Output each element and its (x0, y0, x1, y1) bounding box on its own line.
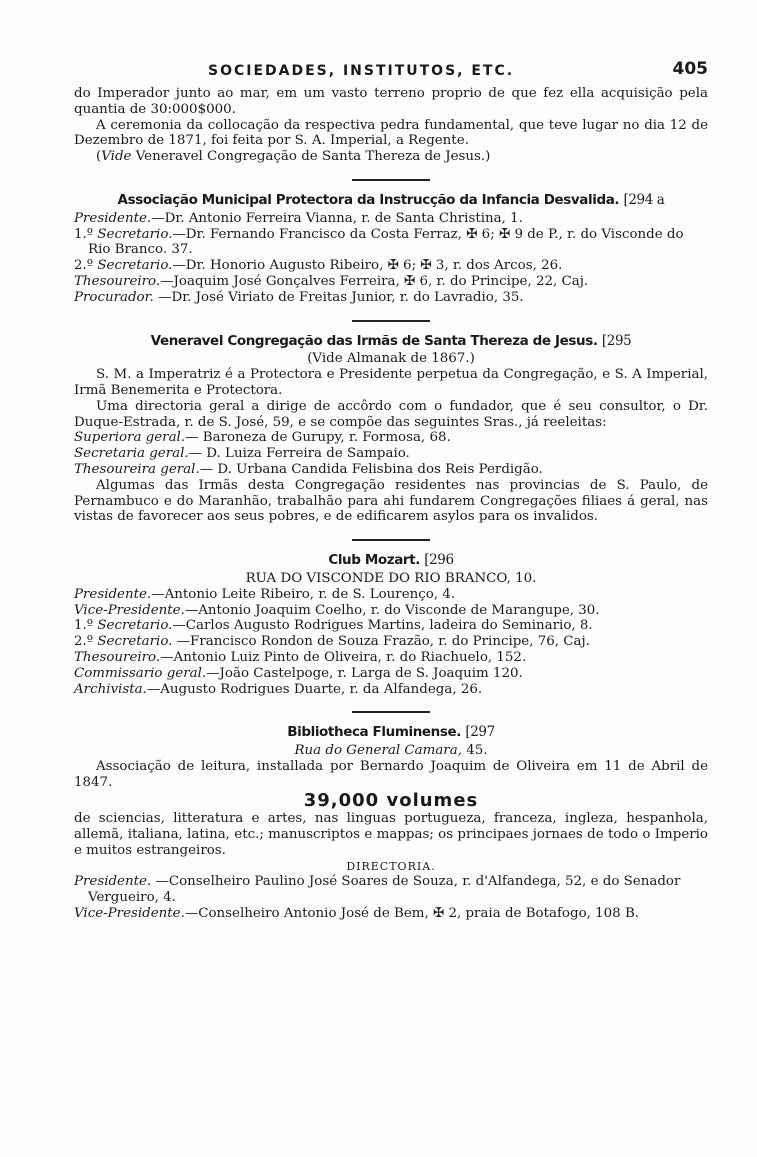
intro-vide: Vide (101, 149, 132, 165)
paragraph: Uma directoria geral a dirige de accôrdo com o fundador, que é seu consultor, o Dr. Duque-Estrada, r. de S. José, 59, e se compõe das seguintes Sras., já reeleitas: (74, 398, 708, 430)
intro-paragraph-2: A ceremonia da collocação da respectiva pedra fundamental, que teve lugar no dia 12 de Dezembro de 1871, foi feita por S. A. Imperial, a Regente. (74, 117, 708, 149)
entry-text: —Francisco Rondon de Souza Frazão, r. do Principe, 76, Caj. (172, 634, 590, 650)
paragraph: Algumas das Irmãs desta Congregação residentes nas provincias de S. Paulo, de Pernambuco e do Maranhão, trabalhão para ahi fundarem Congregações filiaes á geral, nas vistas de favorecer aos seus pobres, e de edificarem asylos para os invalidos. (74, 477, 708, 525)
entry-text: — Baroneza de Gurupy, r. Formosa, 68. (185, 430, 451, 446)
section-subtitle: (Vide Almanak de 1867.) (307, 351, 475, 367)
paragraph: S. M. a Imperatriz é a Protectora e Presidente perpetua da Congregação, e S. A Imperial, Irmã Benemerita e Protectora. (74, 367, 708, 398)
entry-row (74, 650, 708, 666)
directoria-heading: DIRECTORIA. (346, 859, 436, 873)
section-number: [295 (601, 332, 632, 349)
section-assoc (74, 193, 708, 306)
paragraph: Associação de leitura, installada por Bernardo Joaquim de Oliveira em 11 de Abril de 1847. (74, 758, 708, 790)
entry-role: Presidente. (74, 586, 152, 602)
entry-text: —Dr. Fernando Francisco da Costa Ferraz, ✠ 6; ✠ 9 de P., r. do Visconde do Rio Branco. 37. (88, 226, 684, 258)
section-subtitle: RUA DO VISCONDE DO RIO BRANCO, 10. (245, 570, 537, 586)
entry-role: Secretaria geral. (74, 446, 189, 462)
entry-row (74, 274, 708, 290)
entry-role: Presidente. (74, 874, 152, 890)
entry-text: —Antonio Leite Ribeiro, r. de S. Lourenço, 4. (151, 586, 456, 602)
entry-text: — D. Luiza Ferreira de Sampaio. (188, 446, 410, 462)
running-header (74, 60, 708, 86)
paragraph: de sciencias, litteratura e artes, nas linguas portugueza, franceza, ingleza, hespanhola, allemã, italiana, latina, etc.; manuscriptos e mappas; os principaes jornaes de todo o Imperio e muitos estrangeiros. (74, 811, 708, 858)
entry-text: —Dr. Honorio Augusto Ribeiro, ✠ 6; ✠ 3, r. dos Arcos, 26. (172, 258, 563, 274)
entry-text: —Dr. Antonio Ferreira Vianna, r. de Santa Christina, 1. (151, 210, 523, 226)
entry-text: —Conselheiro Paulino José Soares de Souza, r. d'Alfandega, 52, e do Senador Vergueiro, 4. (88, 874, 681, 906)
section-number: [297 (465, 724, 495, 741)
entry-row (74, 666, 708, 682)
section-congregacao (74, 334, 708, 526)
entry-role: Presidente. (74, 210, 152, 226)
entry-text: —Antonio Joaquim Coelho, r. do Visconde de Marangupe, 30. (184, 602, 600, 618)
running-title: SOCIEDADES, INSTITUTOS, ETC. (208, 63, 515, 79)
entry-role: Secretario. (97, 634, 173, 650)
section-number: [294 a (623, 191, 665, 208)
page (74, 60, 708, 922)
entry-role: Vice-Presidente. (74, 906, 185, 922)
section-club (74, 553, 708, 697)
entry-row (74, 587, 708, 603)
intro-paragraph-3: (Vide Veneravel Congregação de Santa Thereza de Jesus.) (96, 149, 491, 165)
section-title: Veneravel Congregação das Irmãs de Santa Thereza de Jesus. [295 (150, 332, 632, 349)
section-subtitle: Rua do General Camara, 45. (294, 743, 488, 759)
entry-row (74, 430, 708, 446)
entry-role: Procurador. (74, 289, 154, 305)
intro-vide-text: Veneravel Congregação de Santa Thereza de Jesus.) (131, 149, 491, 165)
volumes-count: 39,000 volumes (303, 790, 479, 812)
intro-section (74, 86, 708, 165)
section-biblioteca (74, 725, 708, 922)
entry-row (74, 462, 708, 478)
section-divider (352, 711, 430, 713)
entry-row (74, 906, 708, 922)
section-title: Bibliotheca Fluminense. [297 (287, 724, 495, 741)
entry-row: 1.º Secretario.—Carlos Augusto Rodrigues Martins, ladeira do Seminario, 8. (74, 618, 593, 634)
entry-role: Thesoureiro. (74, 273, 161, 289)
entry-text: —Dr. José Viriato de Freitas Junior, r. do Lavradio, 35. (153, 289, 524, 305)
entry-text: —Carlos Augusto Rodrigues Martins, ladeira do Seminario, 8. (172, 618, 593, 634)
intro-paragraph-1: do Imperador junto ao mar, em um vasto terreno proprio de que fez ella acquisição pela quantia de 30:000$000. (74, 86, 708, 117)
entry-role: Secretario. (97, 226, 173, 242)
entry-row: 1.º Secretario.—Dr. Fernando Francisco da Costa Ferraz, ✠ 6; ✠ 9 de P., r. do Visconde do Rio Branco. 37. (74, 226, 684, 258)
entry-row (74, 603, 708, 619)
entry-row (74, 211, 708, 227)
entry-row (74, 874, 708, 906)
section-divider (352, 320, 430, 322)
entry-text: —Joaquim José Gonçalves Ferreira, ✠ 6, r. do Principe, 22, Caj. (160, 273, 589, 289)
entry-role: Archivista. (74, 681, 147, 697)
section-title: Club Mozart. [296 (328, 552, 454, 569)
entry-text: —João Castelpoge, r. Larga de S. Joaquim 120. (206, 665, 523, 681)
entry-role: Commissario geral. (74, 665, 207, 681)
entry-role: Secretario. (97, 258, 173, 274)
entry-role: Thesoureira geral. (74, 461, 200, 477)
entry-role: Superiora geral. (74, 430, 186, 446)
entry-row (74, 290, 708, 306)
entry-text: —Augusto Rodrigues Duarte, r. da Alfandega, 26. (146, 681, 483, 697)
section-divider (352, 179, 430, 181)
entry-text: — D. Urbana Candida Felisbina dos Reis Perdigão. (199, 461, 543, 477)
entry-row: 2.º Secretario. —Francisco Rondon de Souza Frazão, r. do Principe, 76, Caj. (74, 634, 590, 650)
entry-text: —Antonio Luiz Pinto de Oliveira, r. do Riachuelo, 152. (160, 649, 527, 665)
entry-row: 2.º Secretario.—Dr. Honorio Augusto Ribeiro, ✠ 6; ✠ 3, r. dos Arcos, 26. (74, 258, 563, 274)
entry-row (74, 682, 708, 698)
section-number: [296 (424, 552, 454, 569)
entry-role: Thesoureiro. (74, 649, 161, 665)
entry-text: —Conselheiro Antonio José de Bem, ✠ 2, praia de Botafogo, 108 B. (184, 906, 640, 922)
section-title: Associação Municipal Protectora da Instrucção da Infancia Desvalida. [294 a (117, 191, 665, 208)
entry-role: Vice-Presidente. (74, 602, 185, 618)
section-divider (352, 539, 430, 541)
entry-role: Secretario. (97, 618, 173, 634)
entry-row (74, 446, 708, 462)
page-number: 405 (672, 59, 708, 79)
